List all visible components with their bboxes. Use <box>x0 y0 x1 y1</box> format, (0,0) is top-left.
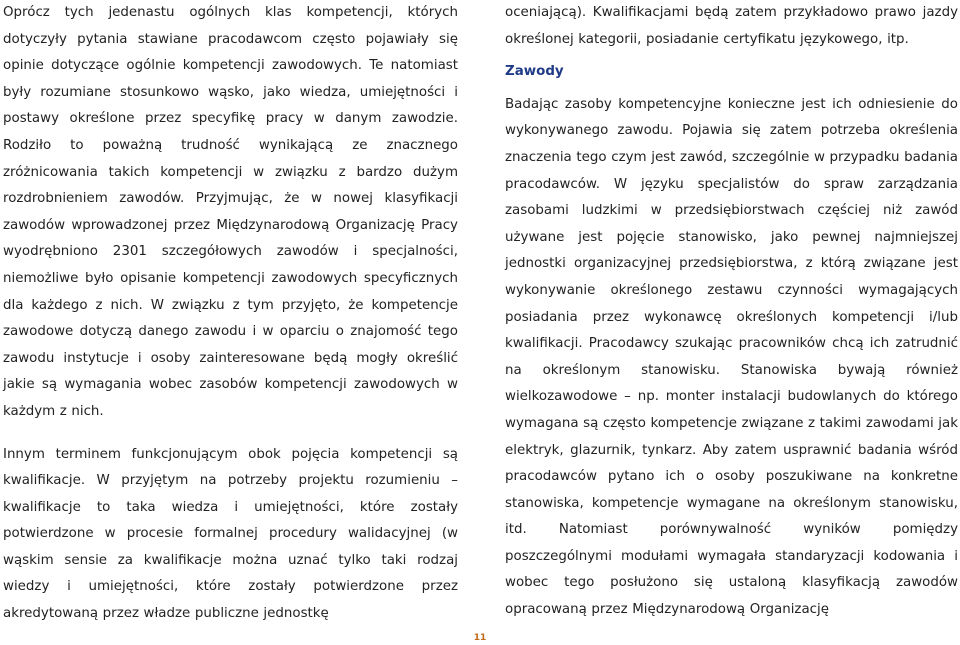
page-number: 11 <box>473 633 487 643</box>
left-paragraph-competencies: Oprócz tych jedenastu ogólnych klas kompetencji, których dotyczyły pytania stawiane pracodawcom często pojawiały się opinie dotyczące ogólnie kompetencji zawodowych. Te natomiast były rozumiane stosunkowo wąsko, jako wiedza, umiejętności i postawy określone przez specyfikę pracy w danym zawodzie. Rodziło to poważną trudność wynikającą ze znacznego zróżnicowania takich kompetencji w związku z bardzo dużym rozdrobnieniem zawodów. Przyjmując, że w nowej klasyfikacji zawodów wprowadzonej przez Międzynarodową Organizację Pracy wyodrębniono 2301 szczegółowych zawodów i specjalności, niemożliwe było opisanie kompetencji zawodowych specyficznych dla każdego z nich. W związku z tym przyjęto, że kompetencje zawodowe dotyczą danego zawodu i w oparciu o znajomość tego zawodu instytucje i osoby zainteresowane będą mogły określić jakie są wymagania wobec zasobów kompetencji zawodowych w każdym z nich. <box>3 5 458 419</box>
left-paragraph-qualifications: Innym terminem funkcjonującym obok pojęcia kompetencji są kwalifikacje. W przyjętym na potrzeby projektu rozumieniu – kwalifikacje to taka wiedza i umiejętności, które zostały potwierdzone w procesie formalnej procedury walidacyjnej (w wąskim sensie za kwalifikacje można uznać tylko taki rodzaj wiedzy i umiejętności, które zostały potwierdzone przez akredytowaną przez władze publiczne jednostkę <box>3 446 458 622</box>
right-column <box>505 0 958 624</box>
left-column <box>3 0 458 628</box>
section-heading-zawody: Zawody <box>505 64 564 80</box>
right-paragraph-occupations: Badając zasoby kompetencyjne konieczne jest ich odniesienie do wykonywanego zawodu. Pojawia się zatem potrzeba określenia znaczenia tego czym jest zawód, szczególnie w przypadku badania pracodawców. W języku specjalistów do spraw zarządzania zasobami ludzkimi w przedsiębiorstwach częściej niż zawód używane jest pojęcie stanowisko, jako pewnej najmniejszej jednostki organizacyjnej przedsiębiorstwa, z którą związane jest wykonywanie określonego zestawu czynności wymagających posiadania przez wykonawcę określonych kompetencji i/lub kwalifikacji. Pracodawcy szukając pracowników chcą ich zatrudnić na określonym stanowisku. Stanowiska bywają również wielkozawodowe – np. monter instalacji budowlanych do którego wymagana są często kompetencje związane z takimi zawodami jak elektryk, glazurnik, tynkarz. Aby zatem usprawnić badania wśród pracodawców pytano ich o osoby poszukiwane na konkretne stanowiska, kompetencje wymagane na określonym stanowisku, itd. Natomiast porównywalność wyników pomiędzy poszczególnymi modułami wymagała standaryzacji kodowania i wobec tego posłużono się ustaloną klasyfikacją zawodów opracowaną przez Międzynarodową Organizację <box>505 96 958 618</box>
right-paragraph-continuation: oceniającą). Kwalifikacjami będą zatem przykładowo prawo jazdy określonej kategorii, posiadanie certyfikatu językowego, itp. <box>505 5 958 47</box>
